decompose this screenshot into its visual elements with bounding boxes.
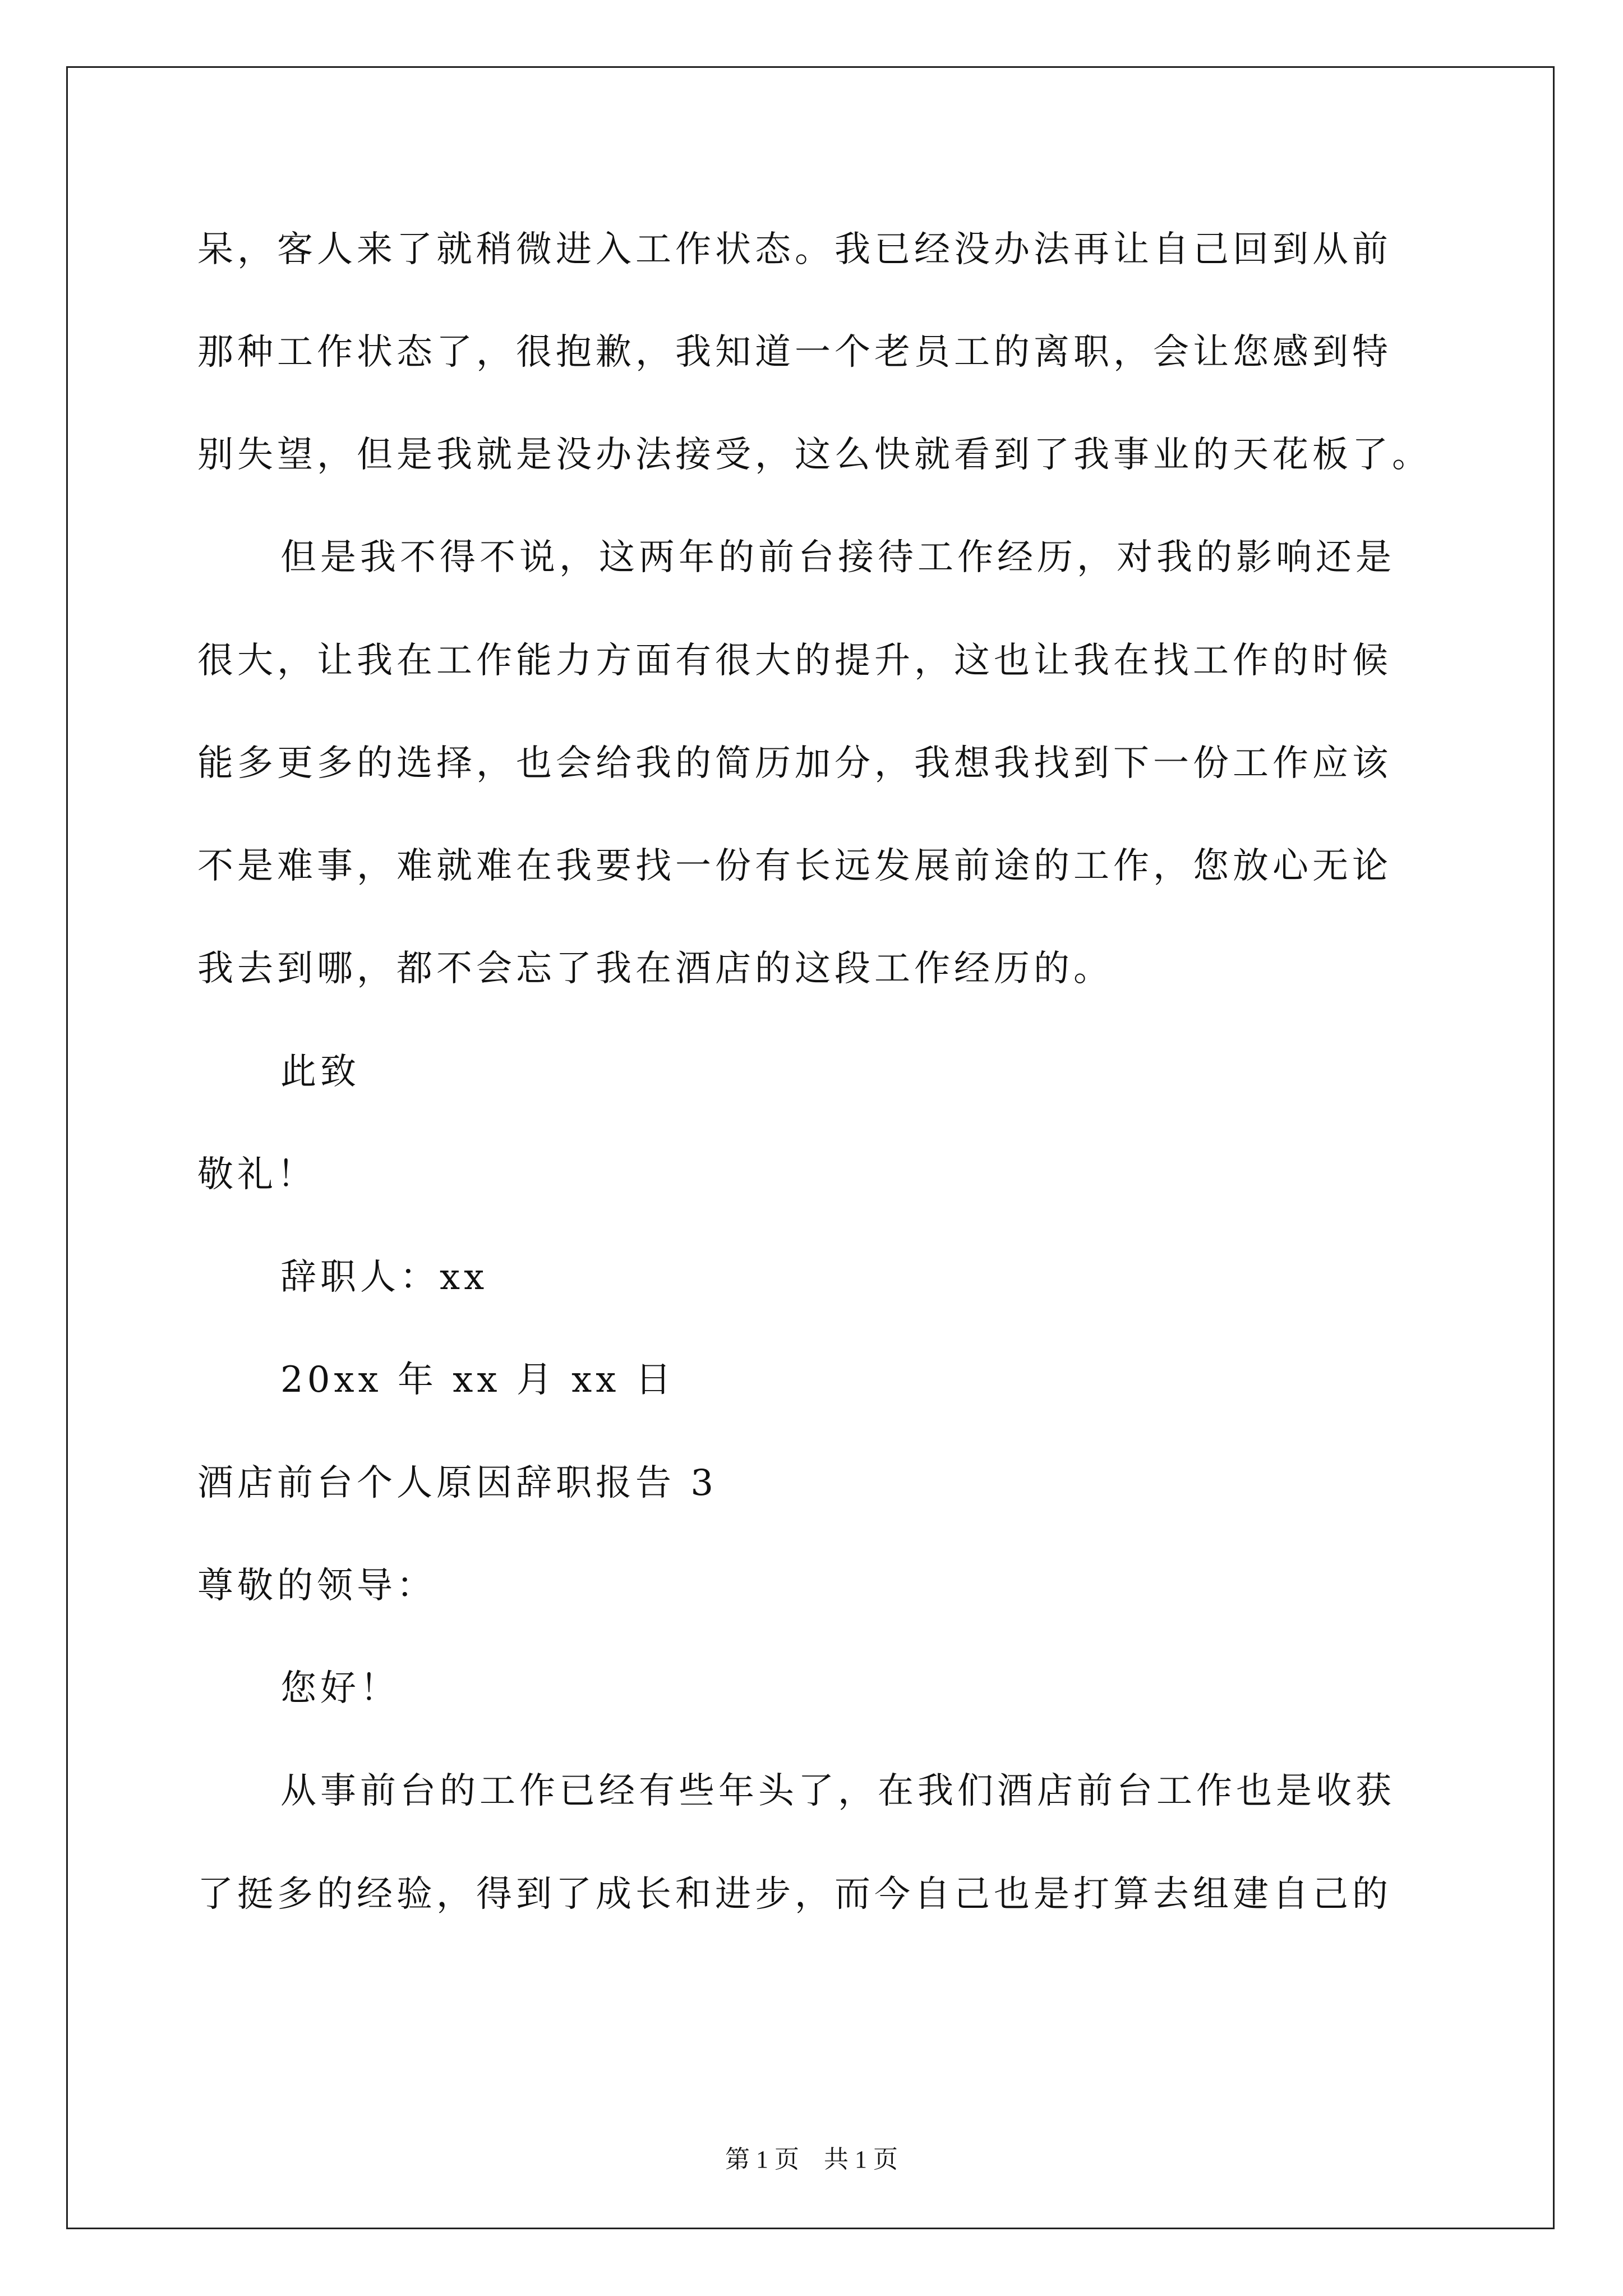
date-line: 20xx 年 xx 月 xx 日: [280, 1359, 675, 1401]
paragraph-line: 我去到哪，都不会忘了我在酒店的这段工作经历的。: [197, 948, 1113, 990]
greeting-line: 您好！: [280, 1668, 400, 1709]
paragraph-line: 呆，客人来了就稍微进入工作状态。我已经没办法再让自己回到从前: [197, 229, 1392, 270]
signature-line: 辞职人：xx: [280, 1257, 488, 1298]
paragraph-line: 能多更多的选择，也会给我的简历加分，我想我找到下一份工作应该: [197, 743, 1392, 784]
paragraph-line: 那种工作状态了，很抱歉，我知道一个老员工的离职，会让您感到特: [197, 332, 1392, 373]
paragraph-line: 从事前台的工作已经有些年头了，在我们酒店前台工作也是收获: [280, 1770, 1395, 1812]
paragraph-line: 别失望，但是我就是没办法接受，这么快就看到了我事业的天花板了。: [197, 434, 1432, 476]
closing-line: 此致: [280, 1051, 360, 1093]
page-footer: 第 1 页 共 1 页: [725, 2146, 898, 2173]
paragraph-line: 不是难事，难就难在我要找一份有长远发展前途的工作，您放心无论: [197, 845, 1392, 887]
section-title: 酒店前台个人原因辞职报告 3: [197, 1462, 718, 1504]
paragraph-line: 了挺多的经验，得到了成长和进步，而今自己也是打算去组建自己的: [197, 1874, 1392, 1915]
salutation-line: 敬礼！: [197, 1154, 317, 1195]
paragraph-line: 很大，让我在工作能力方面有很大的提升，这也让我在找工作的时候: [197, 640, 1392, 682]
greeting-line: 尊敬的领导：: [197, 1565, 436, 1607]
paragraph-line: 但是我不得不说，这两年的前台接待工作经历，对我的影响还是: [280, 537, 1395, 578]
